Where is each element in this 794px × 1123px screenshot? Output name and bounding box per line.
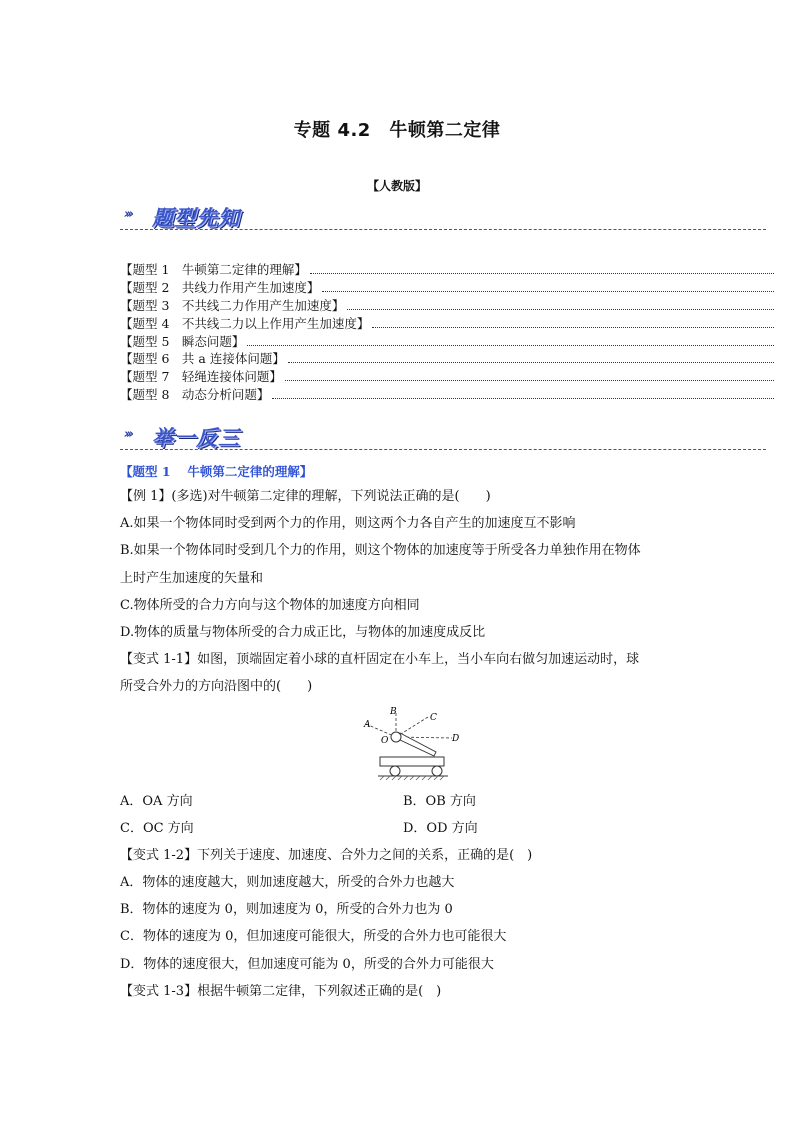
option-row (120, 788, 690, 815)
option-text: B．OB 方向 (403, 793, 476, 809)
toc-item[interactable]: 【题型 7 轻绳连接体问题】 (120, 367, 774, 385)
toc-leader (285, 379, 774, 381)
option-text: D．物体的速度很大，但加速度可能为 0，所受的合外力可能很大 (120, 956, 494, 972)
toc-leader (310, 272, 774, 274)
option-text: B.如果一个物体同时受到几个力的作用，则这个物体的加速度等于所受各力单独作用在物体 (120, 543, 641, 559)
toc-leader (247, 344, 774, 346)
label-d: D (452, 734, 460, 744)
example-stem: 【例 1】(多选)对牛顿第二定律的理解，下列说法正确的是( ) (120, 489, 491, 504)
toc-leader (272, 397, 774, 399)
option-text: C．OC 方向 (120, 820, 194, 836)
section-banner-practice (120, 421, 766, 451)
table-of-contents (120, 260, 774, 403)
toc-leader (347, 308, 774, 310)
option-text: A．OA 方向 (120, 793, 193, 809)
toc-leader (372, 326, 774, 328)
page-title: 专题 4.2 牛顿第二定律 (293, 120, 501, 141)
toc-item[interactable]: 【题型 4 不共线二力以上作用产生加速度】 (120, 314, 774, 332)
toc-item[interactable]: 【题型 2 共线力作用产生加速度】 (120, 278, 774, 296)
banner-arrows-icon: ››› (124, 207, 132, 222)
variant-stem: 【变式 1-1】如图，顶端固定着小球的直杆固定在小车上，当小车向右做匀加速运动时，球 (120, 652, 640, 668)
banner-arrows-icon: ››› (124, 427, 132, 442)
rod (398, 733, 436, 756)
banner-label: 题型先知 (152, 206, 240, 230)
variant-stem: 所受合外力的方向沿图中的( ) (120, 679, 313, 695)
banner-label: 举一反三 (152, 426, 240, 450)
toc-item[interactable]: 【题型 8 动态分析问题】 (120, 385, 774, 403)
label-c: C (430, 713, 437, 723)
option-text: D．OD 方向 (403, 820, 478, 836)
option-text: D.物体的质量与物体所受的合力成正比，与物体的加速度成反比 (120, 624, 486, 640)
variant-stem: 【变式 1-3】根据牛顿第二定律，下列叙述正确的是( ) (120, 983, 442, 999)
toc-item[interactable]: 【题型 1 牛顿第二定律的理解】 (120, 260, 774, 278)
option-text: 上时产生加速度的矢量和 (120, 570, 264, 586)
variant-stem: 【变式 1-2】下列关于速度、加速度、合外力之间的关系，正确的是( ) (120, 847, 533, 863)
label-b: B (390, 707, 397, 717)
toc-item[interactable]: 【题型 5 瞬态问题】 (120, 332, 774, 350)
section-heading: 【题型 1 牛顿第二定律的理解】 (120, 464, 313, 479)
toc-item[interactable]: 【题型 6 共 a 连接体问题】 (120, 349, 774, 367)
option-text: A．物体的速度越大，则加速度越大，所受的合外力也越大 (120, 875, 455, 891)
banner-divider (120, 229, 766, 230)
section-banner-overview (120, 201, 766, 231)
ball (391, 732, 401, 742)
toc-item[interactable]: 【题型 3 不共线二力作用产生加速度】 (120, 296, 774, 314)
ground-hatching (380, 776, 444, 780)
label-a: A (364, 720, 371, 730)
option-row (120, 815, 690, 842)
toc-leader (322, 290, 774, 292)
banner-divider (120, 449, 766, 450)
cart-wheel (432, 766, 442, 776)
option-text: C．物体的速度为 0，但加速度可能很大，所受的合外力也可能很大 (120, 929, 507, 945)
option-text: B．物体的速度为 0，则加速度为 0，所受的合外力也为 0 (120, 902, 453, 918)
option-text: A.如果一个物体同时受到两个力的作用，则这两个力各自产生的加速度互不影响 (120, 516, 576, 532)
label-o: O (381, 736, 389, 746)
toc-leader (288, 361, 774, 363)
cart-rod-ball-diagram (360, 700, 460, 790)
edition-label: 【人教版】 (366, 179, 427, 193)
option-text: C.物体所受的合力方向与这个物体的加速度方向相同 (120, 597, 420, 613)
cart-wheel (390, 766, 400, 776)
cart-body (380, 757, 444, 766)
